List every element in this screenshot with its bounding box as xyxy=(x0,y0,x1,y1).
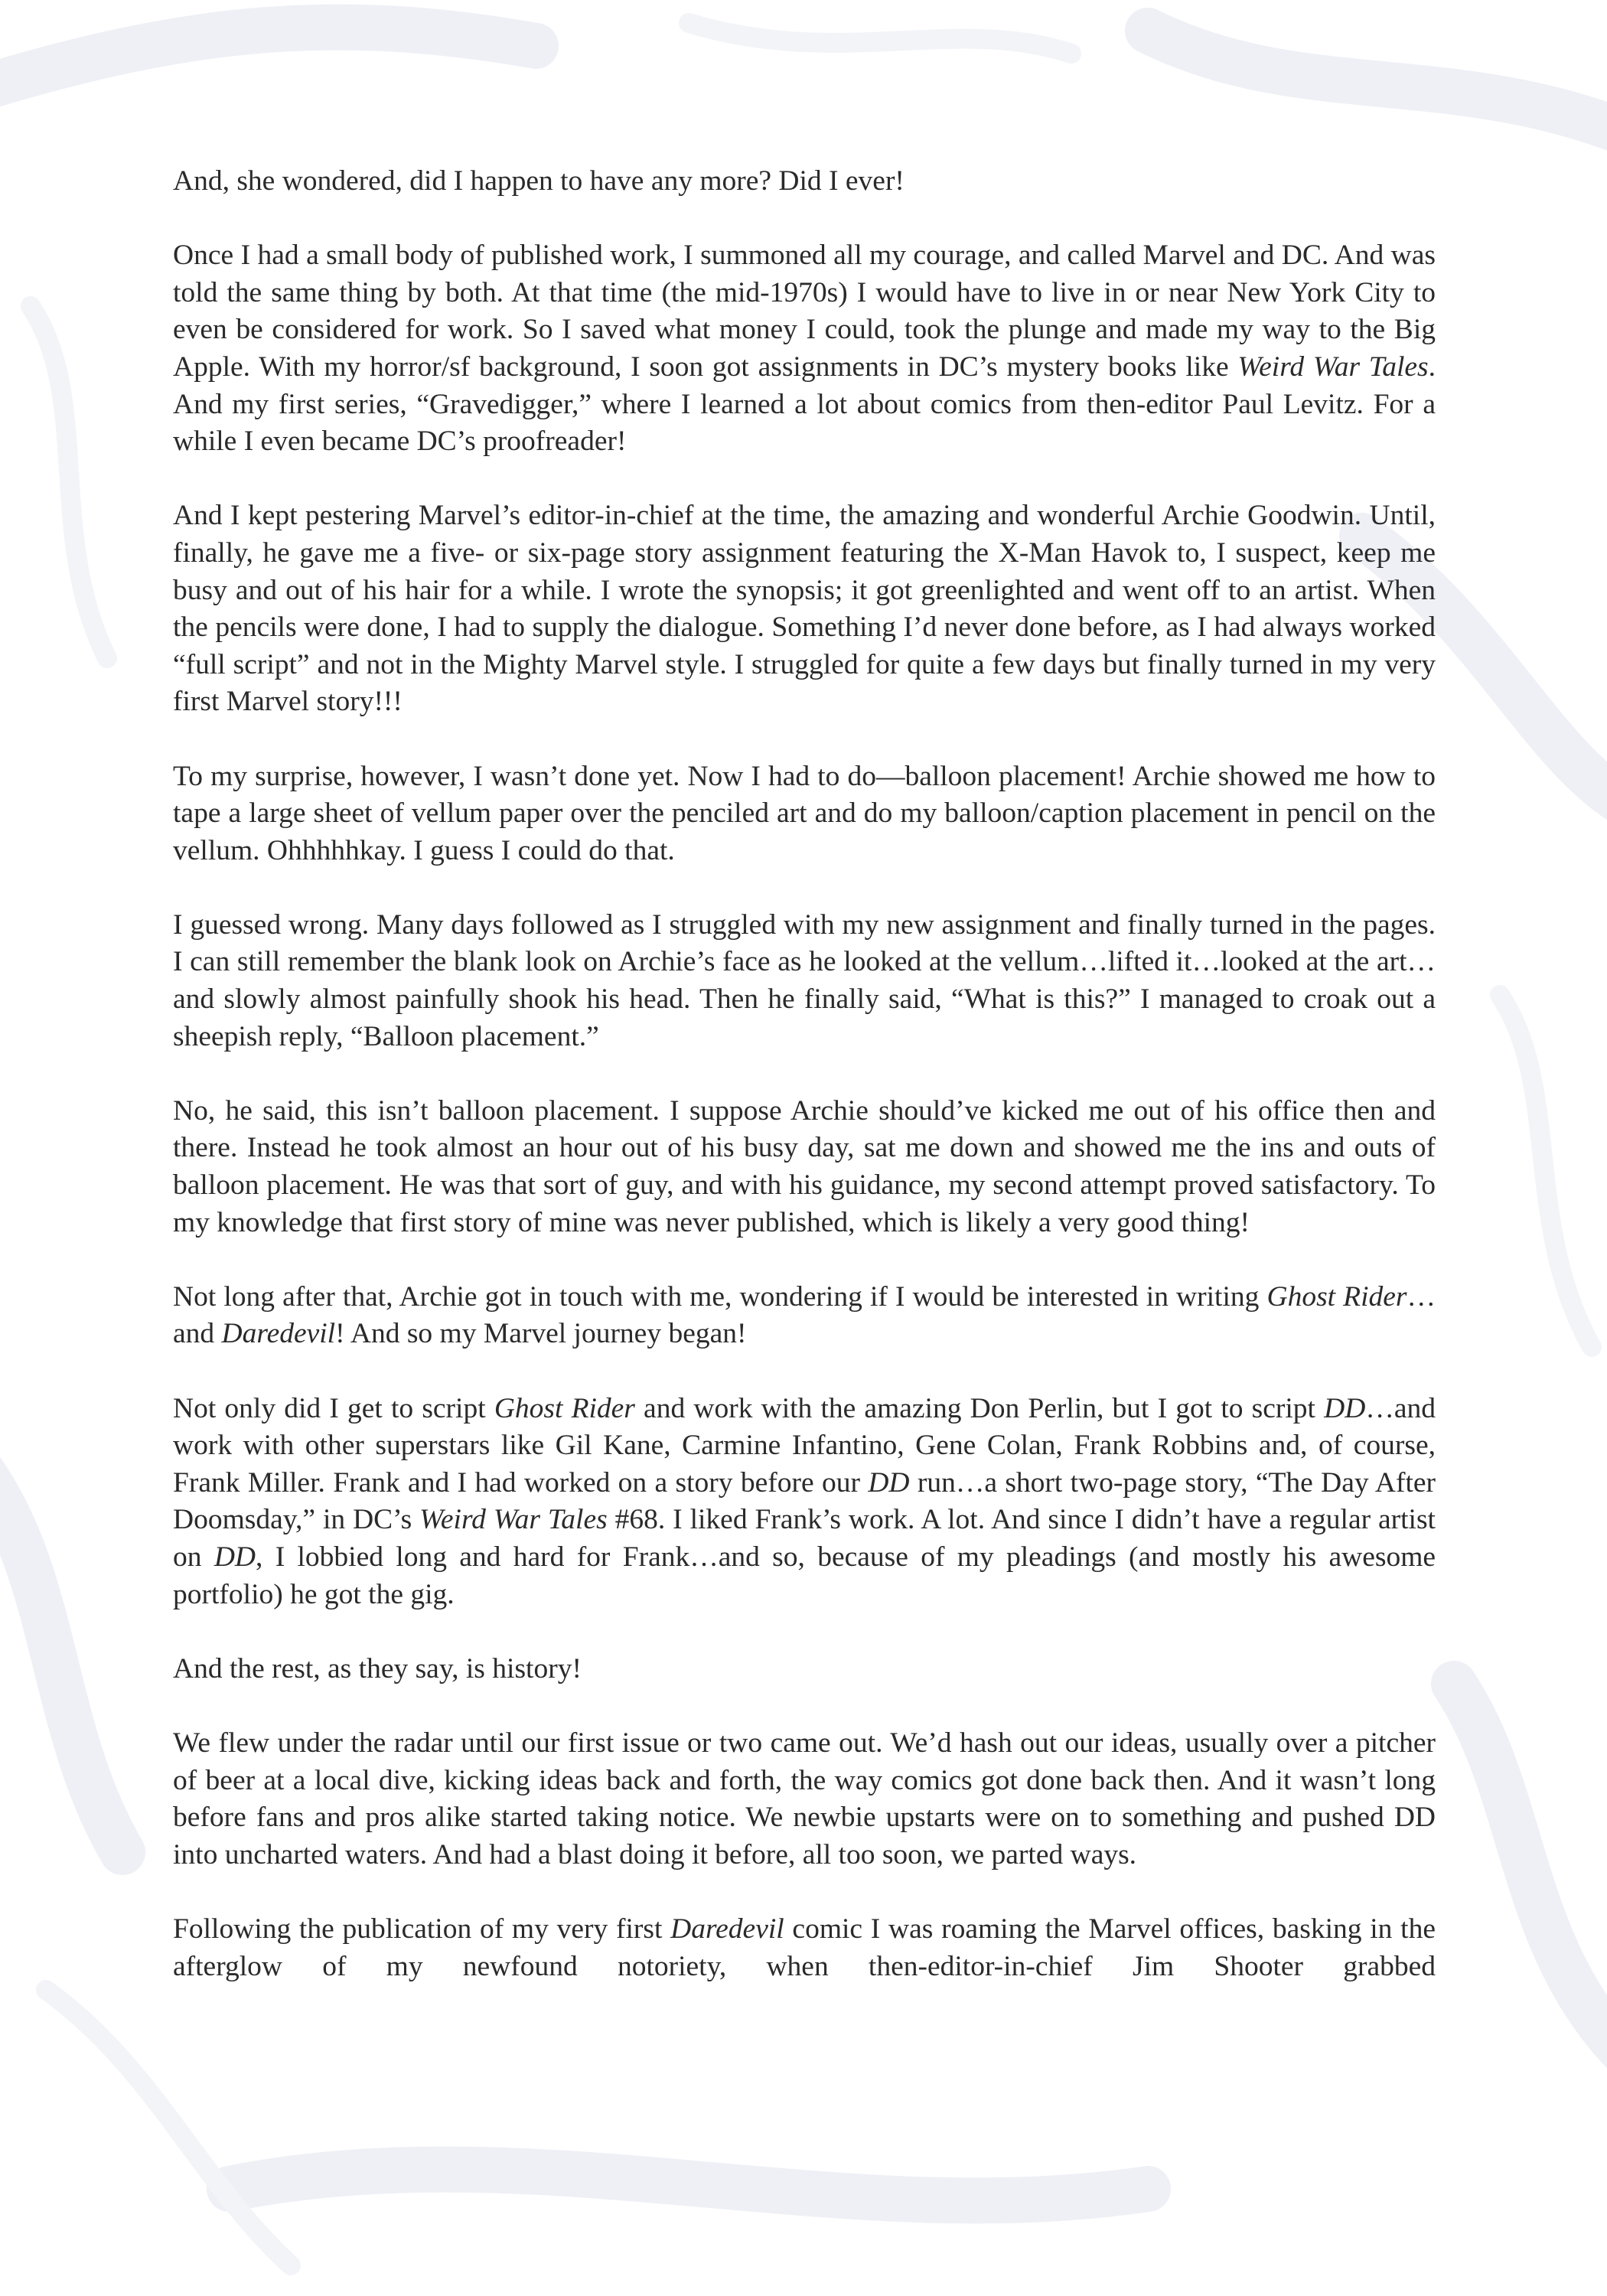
paragraph xyxy=(173,1279,1436,1353)
italic-title-text: Daredevil xyxy=(221,1318,336,1350)
paragraph xyxy=(173,1391,1436,1614)
paragraph xyxy=(173,1093,1436,1241)
paragraph xyxy=(173,163,1436,201)
paragraph xyxy=(173,758,1436,870)
watermark-stroke xyxy=(1500,995,1592,1347)
paragraph-text: . And my first series, “Gravedigger,” where I learned a lot about comics from then-editor Paul Levitz. For a while I even became DC’s proofreader! xyxy=(173,351,1436,458)
paragraph xyxy=(173,1651,1436,1688)
paragraph-text: run…a short two-page story, “The Day After Doomsday,” in DC’s xyxy=(173,1466,1436,1536)
paragraph-text: Not long after that, Archie got in touch with me, wondering if I would be interested in writing xyxy=(173,1280,1267,1313)
paragraph-text: I guessed wrong. Many days followed as I struggled with my new assignment and finally turned in the pages. I can still remember the blank look on Archie’s face as he looked at the vellum…lifted it…looked at the art…and slowly almost painfully shook his head. Then he finally said, “What is this?” I managed to croak out a sheepish reply, “Balloon placement.” xyxy=(173,908,1436,1052)
italic-title-text: Daredevil xyxy=(670,1913,784,1945)
paragraph xyxy=(173,1725,1436,1874)
paragraph xyxy=(173,1911,1436,1985)
paragraph-text: Following the publication of my very first xyxy=(173,1913,671,1945)
italic-title-text: Ghost Rider xyxy=(494,1392,635,1424)
italic-title-text: Weird War Tales xyxy=(1237,351,1429,383)
paragraph-text: #68. I liked Frank’s work. A lot. And since I didn’t have a regular artist on xyxy=(173,1504,1436,1573)
watermark-stroke xyxy=(689,23,1071,54)
paragraph-text: No, he said, this isn’t balloon placement. I suppose Archie should’ve kicked me out of his office then and there. Instead he took almost an hour out of his busy day, sat me down and showed me the ins and outs of balloon placement. He was that sort of guy, and with his guidance, my second attempt proved satisfactory. To my knowledge that first story of mine was never published, which is likely a very good thing! xyxy=(173,1094,1436,1238)
paragraph-text: , I lobbied long and hard for Frank…and so, because of my pleadings (and mostly his awesome portfolio) he got the gig. xyxy=(173,1541,1436,1610)
paragraph xyxy=(173,907,1436,1055)
paragraph-text: And the rest, as they say, is history! xyxy=(173,1652,582,1684)
paragraph-text: Once I had a small body of published work, I summoned all my courage, and called Marvel and DC. And was told the same thing by both. At that time (the mid-1970s) I would have to live in or near New York City to even be considered for work. So I saved what money I could, took the plunge and made my way to the Big Apple. With my horror/sf background, I soon got assignments in DC’s mystery books like xyxy=(173,240,1436,383)
watermark-stroke xyxy=(1454,1684,1607,2066)
paragraph-text: …and xyxy=(173,1280,1436,1350)
watermark-stroke xyxy=(0,1454,122,1852)
paragraph xyxy=(173,237,1436,461)
italic-title-text: Ghost Rider xyxy=(1266,1280,1407,1313)
paragraph-text: ! And so my Marvel journey began! xyxy=(335,1318,747,1350)
paragraph-text: We flew under the radar until our first issue or two came out. We’d hash out our ideas, usually over a pitcher of beer at a local dive, kicking ideas back and forth, the way comics got done back then. And it wasn’t long before fans and pros alike started taking notice. We newbie upstarts were on to something and pushed DD into uncharted waters. And had a blast doing it before, all too soon, we parted ways. xyxy=(173,1727,1436,1870)
paragraph-text: And, she wondered, did I happen to have any more? Did I ever! xyxy=(173,165,905,197)
watermark-stroke xyxy=(0,28,536,92)
italic-title-text: DD xyxy=(868,1466,910,1499)
watermark-stroke xyxy=(31,306,107,658)
italic-title-text: DD xyxy=(1324,1392,1366,1424)
paragraph-text: comic I was roaming the Marvel offices, basking in the afterglow of my newfound notoriety, when then-editor-in-chief Jim Shooter grabbed xyxy=(173,1913,1436,1982)
paragraph-text: To my surprise, however, I wasn’t done yet. Now I had to do—balloon placement! Archie showed me how to tape a large sheet of vellum paper over the penciled art and do my balloon/caption placement in pencil on the vellum. Ohhhhhkay. I guess I could do that. xyxy=(173,760,1436,866)
italic-title-text: Weird War Tales xyxy=(419,1504,608,1536)
paragraph-text: and work with the amazing Don Perlin, but I got to script xyxy=(634,1392,1325,1424)
italic-title-text: DD xyxy=(214,1541,256,1573)
document-body xyxy=(173,163,1436,1985)
paragraph-text: And I kept pestering Marvel’s editor-in-chief at the time, the amazing and wonderful Archie Goodwin. Until, finally, he gave me a five- or six-page story assignment featuring the X-Man Havok to, I suspect, keep me busy and out of his hair for a while. I wrote the synopsis; it got greenlighted and went off to an artist. When the pencils were done, I had to supply the dialogue. Something I’d never done before, as I had always worked “full script” and not in the Mighty Marvel style. I struggled for quite a few days but finally turned in my very first Marvel story!!! xyxy=(173,500,1436,718)
paragraph-text: Not only did I get to script xyxy=(173,1392,494,1424)
watermark-stroke xyxy=(1148,31,1607,138)
watermark-stroke xyxy=(46,1990,291,2265)
paragraph-text: …and work with other superstars like Gil Kane, Carmine Infantino, Gene Colan, Frank Robbins and, of course, Frank Miller. Frank and I had worked on a story before our xyxy=(173,1392,1436,1499)
paragraph xyxy=(173,497,1436,721)
watermark-stroke xyxy=(230,2170,1148,2201)
